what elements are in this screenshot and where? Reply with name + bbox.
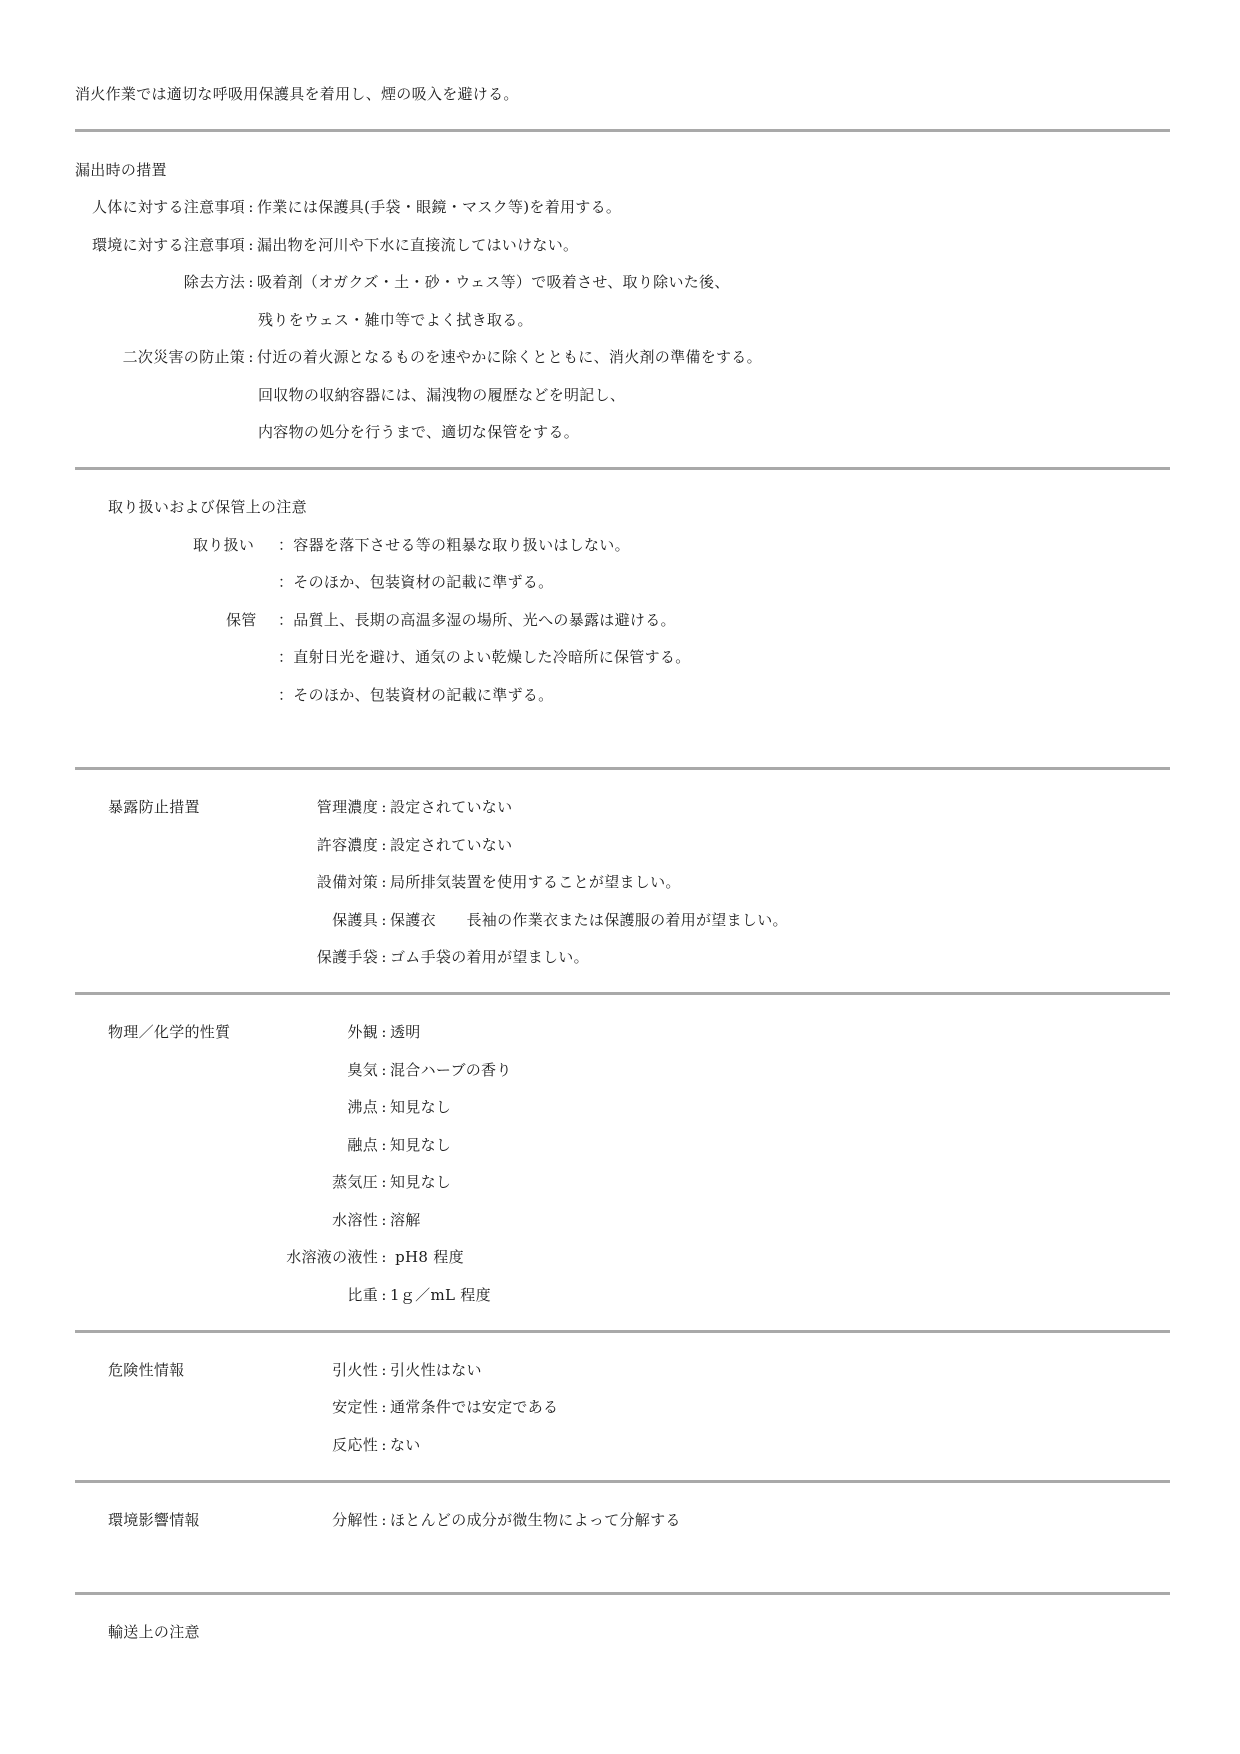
- leak-removal-row: [75, 272, 730, 292]
- colon: :: [381, 1248, 387, 1266]
- physical-label: 比重: [347, 1286, 378, 1304]
- physical-value: 1ｇ／mL 程度: [390, 1286, 491, 1304]
- physical-label: 沸点: [347, 1098, 378, 1116]
- physical-row: [258, 1172, 451, 1192]
- colon: :: [381, 1361, 387, 1379]
- physical-label: 臭気: [347, 1061, 378, 1079]
- physical-heading: 物理／化学的性質: [108, 1023, 231, 1041]
- leak-heading: 漏出時の措置: [75, 161, 167, 179]
- exposure-label: 保護手袋: [316, 948, 378, 966]
- leak-secondary-text-1: 付近の着火源となるものを速やかに除くとともに、消火剤の準備をする。: [257, 348, 762, 366]
- exposure-label: 設備対策: [316, 873, 378, 891]
- hazard-label: 引火性: [332, 1361, 378, 1379]
- physical-row: [258, 1210, 421, 1230]
- storage-text-2: ：直射日光を避け、通気のよい乾燥した冷暗所に保管する。: [278, 648, 691, 666]
- physical-value: 知見なし: [390, 1098, 452, 1116]
- leak-removal-text-1: 吸着剤（オガクズ・土・砂・ウェス等）で吸着させ、取り除いた後、: [257, 273, 730, 291]
- exposure-value: 設定されていない: [390, 798, 513, 816]
- hazard-value: 引火性はない: [390, 1361, 482, 1379]
- storage-text-3: ：そのほか、包装資材の記載に準ずる。: [278, 686, 554, 704]
- physical-row: [258, 1022, 421, 1042]
- colon: :: [381, 1061, 387, 1079]
- colon: :: [248, 273, 254, 291]
- physical-label: 水溶液の液性: [286, 1248, 378, 1266]
- exposure-row: [258, 872, 681, 892]
- hazard-label: 反応性: [332, 1436, 378, 1454]
- section-divider: [75, 1480, 1170, 1483]
- fire-fighting-note: 消火作業では適切な呼吸用保護具を着用し、煙の吸入を避ける。: [75, 85, 519, 103]
- physical-row: [258, 1135, 451, 1155]
- storage-text-1: ：品質上、長期の高温多湿の場所、光への暴露は避ける。: [278, 611, 676, 629]
- section-divider: [75, 1330, 1170, 1333]
- environment-value: ほとんどの成分が微生物によって分解する: [390, 1511, 681, 1529]
- exposure-label: 管理濃度: [316, 798, 378, 816]
- exposure-value: 局所排気装置を使用することが望ましい。: [390, 873, 681, 891]
- colon: :: [381, 1173, 387, 1191]
- colon: :: [381, 1436, 387, 1454]
- exposure-row: [258, 910, 788, 930]
- leak-removal-text-2: 残りをウェス・雑巾等でよく拭き取る。: [258, 311, 533, 329]
- section-divider: [75, 467, 1170, 470]
- colon: :: [248, 348, 254, 366]
- colon: :: [381, 836, 387, 854]
- physical-row: [258, 1285, 491, 1305]
- colon: :: [381, 911, 387, 929]
- exposure-row: [258, 835, 512, 855]
- leak-secondary-row: [75, 347, 762, 367]
- leak-env-text: 漏出物を河川や下水に直接流してはいけない。: [257, 236, 579, 254]
- environment-label: 分解性: [332, 1511, 378, 1529]
- physical-row: [258, 1247, 464, 1267]
- colon: :: [381, 948, 387, 966]
- colon: :: [248, 236, 254, 254]
- colon: :: [381, 1511, 387, 1529]
- physical-value: 知見なし: [390, 1136, 452, 1154]
- environment-heading: 環境影響情報: [108, 1511, 200, 1529]
- physical-row: [258, 1060, 512, 1080]
- physical-row: [258, 1097, 451, 1117]
- exposure-value: ゴム手袋の着用が望ましい。: [390, 948, 589, 966]
- colon: :: [381, 873, 387, 891]
- hazard-row: [258, 1360, 482, 1380]
- physical-value: pH8 程度: [390, 1248, 464, 1266]
- hazard-label: 安定性: [332, 1398, 378, 1416]
- leak-secondary-text-2: 回収物の収納容器には、漏洩物の履歴などを明記し、: [258, 386, 626, 404]
- section-divider: [75, 992, 1170, 995]
- leak-removal-label: 除去方法: [183, 273, 245, 291]
- colon: :: [381, 1136, 387, 1154]
- environment-row: [258, 1510, 681, 1530]
- exposure-heading: 暴露防止措置: [108, 798, 200, 816]
- exposure-row: [258, 947, 589, 967]
- exposure-value: 設定されていない: [390, 836, 513, 854]
- section-divider: [75, 1592, 1170, 1595]
- handling-heading: 取り扱いおよび保管上の注意: [108, 498, 307, 516]
- exposure-value: 保護衣 長袖の作業衣または保護服の着用が望ましい。: [390, 911, 788, 929]
- physical-value: 溶解: [390, 1211, 421, 1229]
- hazard-row: [258, 1397, 558, 1417]
- hazard-value: 通常条件では安定である: [390, 1398, 559, 1416]
- physical-value: 透明: [390, 1023, 421, 1041]
- exposure-row: [258, 797, 512, 817]
- leak-secondary-label: 二次災害の防止策: [122, 348, 245, 366]
- section-divider: [75, 767, 1170, 770]
- exposure-label: 許容濃度: [316, 836, 378, 854]
- colon: :: [381, 798, 387, 816]
- leak-human-row: [75, 197, 621, 217]
- leak-secondary-text-3: 内容物の処分を行うまで、適切な保管をする。: [258, 423, 580, 441]
- physical-label: 蒸気圧: [332, 1173, 378, 1191]
- handling-label: 取り扱い: [193, 536, 255, 554]
- leak-human-label: 人体に対する注意事項: [91, 198, 245, 216]
- physical-value: 知見なし: [390, 1173, 452, 1191]
- section-divider: [75, 129, 1170, 132]
- physical-value: 混合ハーブの香り: [390, 1061, 512, 1079]
- colon: :: [381, 1098, 387, 1116]
- colon: :: [248, 198, 254, 216]
- physical-label: 外観: [347, 1023, 378, 1041]
- hazard-value: ない: [390, 1436, 421, 1454]
- leak-env-label: 環境に対する注意事項: [91, 236, 245, 254]
- transport-heading: 輸送上の注意: [108, 1623, 200, 1641]
- colon: :: [381, 1398, 387, 1416]
- storage-label: 保管: [226, 611, 257, 629]
- hazard-heading: 危険性情報: [108, 1361, 185, 1379]
- hazard-row: [258, 1435, 421, 1455]
- leak-human-text: 作業には保護具(手袋・眼鏡・マスク等)を着用する。: [257, 198, 622, 216]
- physical-label: 水溶性: [332, 1211, 378, 1229]
- physical-label: 融点: [347, 1136, 378, 1154]
- handling-text-1: ：容器を落下させる等の粗暴な取り扱いはしない。: [278, 536, 630, 554]
- exposure-label: 保護具: [332, 911, 378, 929]
- colon: :: [381, 1023, 387, 1041]
- handling-text-2: ：そのほか、包装資材の記載に準ずる。: [278, 573, 554, 591]
- colon: :: [381, 1286, 387, 1304]
- leak-env-row: [75, 235, 578, 255]
- colon: :: [381, 1211, 387, 1229]
